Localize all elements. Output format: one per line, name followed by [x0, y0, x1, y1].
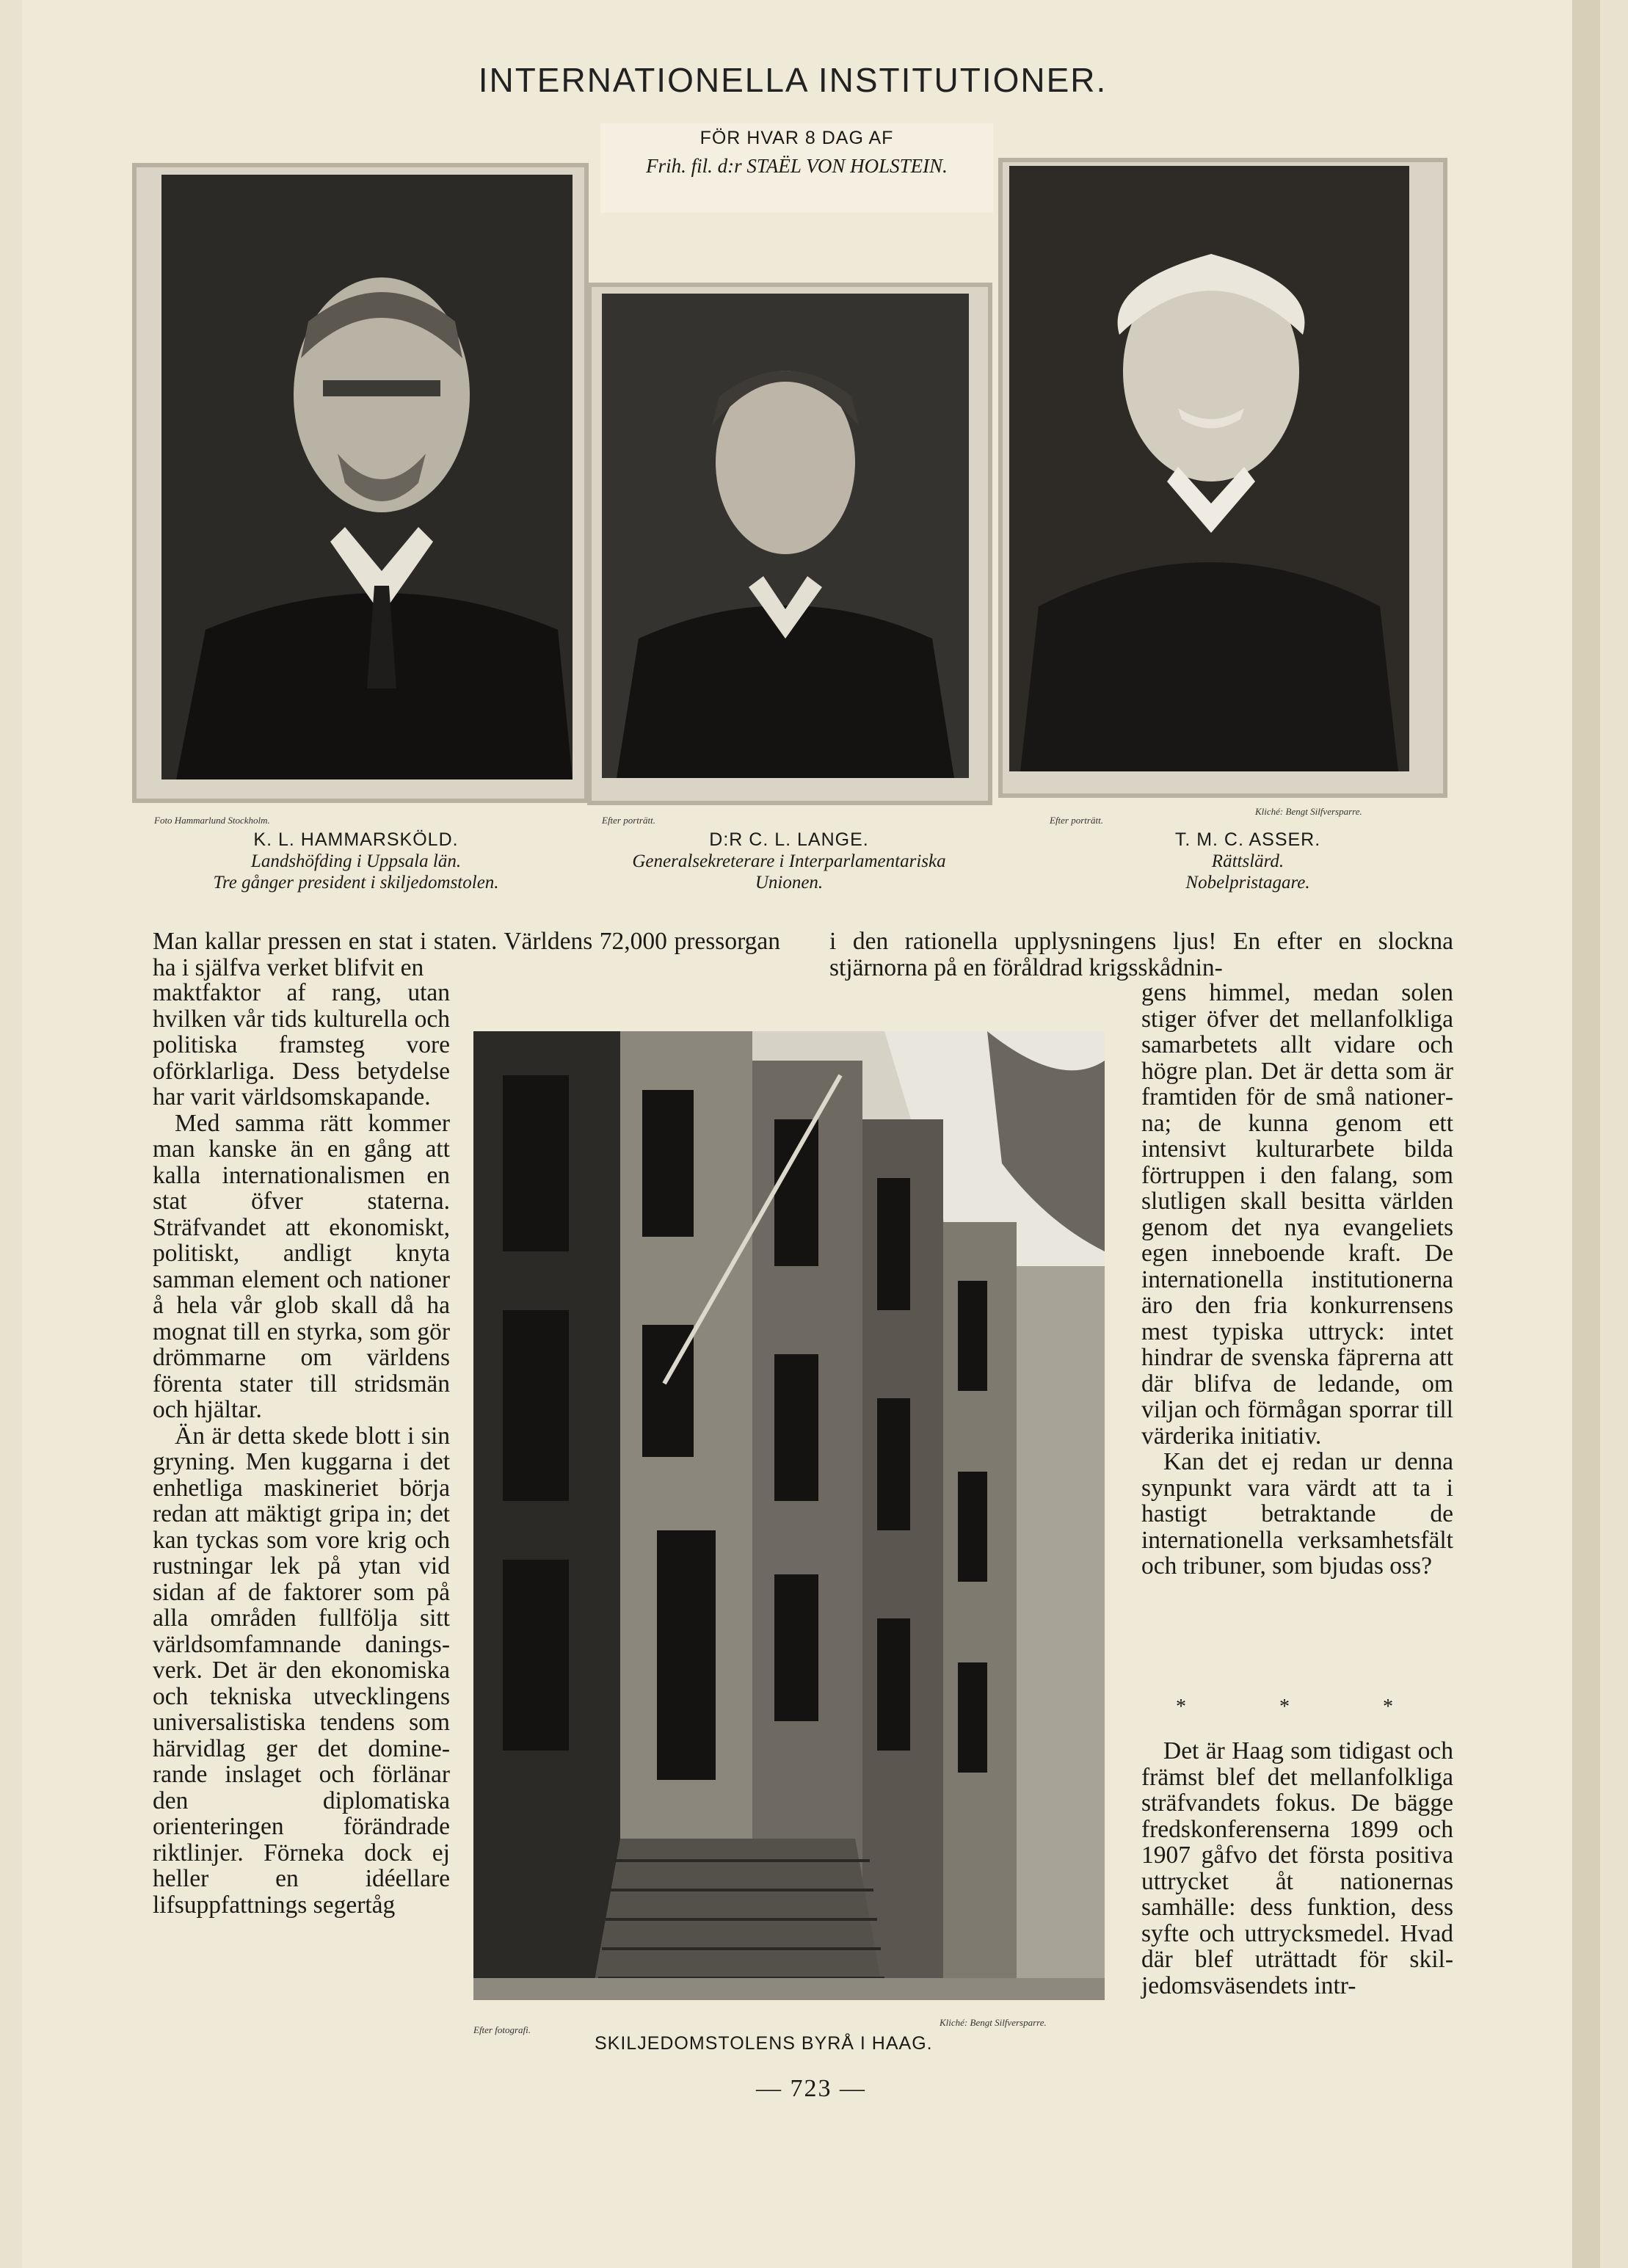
caption-role: Nobelpristagare. [1185, 873, 1310, 893]
portrait-lange [602, 294, 969, 778]
caption-role: Landshöfding i Uppsala län. [250, 851, 462, 871]
section-divider-stars: * * * [1176, 1695, 1437, 1718]
left-column [153, 980, 450, 1918]
photo-credit: Efter porträtt. [1050, 815, 1103, 826]
building-caption: SKILJEDOMSTOLENS BYRÅ I HAAG. [595, 2033, 933, 2054]
caption-role: Unionen. [755, 873, 824, 893]
caption-name: T. M. C. ASSER. [1174, 829, 1321, 850]
page-number: — 723 — [756, 2075, 866, 2102]
right-column-continued [1141, 1738, 1453, 1999]
photo-credit: Efter porträtt. [602, 815, 655, 826]
paragraph: Kan det ej redan ur denna synpunkt vara värdt att ta i hastigt betraktande de internationella verksamhetsfält och tribuner, som bjudas oss? [1141, 1448, 1453, 1580]
magazine-page [22, 0, 1600, 2268]
caption-role: Tre gånger president i skiljedomstolen. [213, 873, 499, 893]
paragraph: maktfaktor af rang, utan hvilken vår tids kulturella och politiska framsteg vore oförklarliga. Dess betydelse har varit världsomskapande. [153, 979, 450, 1111]
byline [600, 123, 993, 213]
right-column [1141, 980, 1453, 1580]
portrait-hammarskold [161, 175, 573, 779]
photo-credit: Efter fotografi. [473, 2024, 531, 2035]
page-edge [1572, 0, 1600, 2268]
intro-left: Man kallar pressen en stat i staten. Världens 72,000 pressorgan ha i själfva verket blifvit en [153, 928, 780, 981]
photo-credit: Foto Hammarlund Stockholm. [154, 815, 270, 826]
building-photo [473, 1031, 1105, 2000]
intro-right: i den rationella upplysningens ljus! En efter en slockna stjärnorna på en föråldrad krigsskådnin- [829, 928, 1453, 981]
caption-role: Rättslärd. [1211, 851, 1284, 871]
caption-lange [595, 829, 984, 893]
caption-role: Generalsekreterare i Interparlamentariska [632, 851, 946, 871]
portrait-asser [1009, 166, 1409, 771]
caption-hammarskold [132, 829, 580, 893]
byline-series: FÖR HVAR 8 DAG AF [699, 128, 894, 148]
caption-name: D:R C. L. LANGE. [709, 829, 869, 850]
photo-credit: Kliché: Bengt Silfversparre. [1255, 806, 1362, 817]
caption-name: K. L. HAMMARSKÖLD. [253, 829, 459, 850]
paragraph: gens himmel, medan solen stiger öfver det mellanfolkliga samarbetets allt vidare och högre plan. Det är detta som är framtiden för de små nationerna; de kunna genom ett intensivt kulturarbete bilda förtruppen i den falang, som slutligen skall besitta världen genom det nya evangeliets egen inneboende kraft. De internationella institutionerna äro den fria konkurrensens mest typiska uttryck: intet hindrar de svenska fäргerna att där blifva de ledande, om viljan och förmågan sporrar till värderika initiativ. [1141, 979, 1453, 1450]
page-title: INTERNATIONELLA INSTITUTIONER. [478, 61, 1108, 99]
paragraph: Med samma rätt kommer man kanske än en gång att kalla internationalismen en stat öfver staterna. Sträfvandet att ekonomiskt, politiskt, andligt knyta samman element och nationer å hela vår glob skall då ha mognat till en styrka, som gör drömmarne om världens förenta stater till stridsmän och hjältar. [153, 1109, 450, 1423]
paragraph: Än är detta skede blott i sin gryning. Men kuggarna i det enhetliga maskineriet börja redan att mäktigt gripa in; det kan tyckas som vore krig och rustningar lek på ytan vid sidan af de faktorer som på alla områden fullfölja sitt världsomfamnande daningsverk. Det är den ekonomiska och tekniska utvecklingens universalistiska tendens som härvidlag ger det dominerande inslaget och förlänar den diplomatiska orienteringen förändrade riktlinjer. Förneka dock ej heller en idéellare lifsuppfattnings segertåg [153, 1422, 450, 1919]
paragraph: Det är Haag som tidigast och främst blef det mellanfolkliga sträfvandets fokus. De bägge fredskonferenserna 1899 och 1907 gåfvo det första positiva uttrycket åt nationernas samhälle: dess funktion, dess syfte och uttrycksmedel. Hvad där blef uträttadt för skiljedomsväsendets intr- [1141, 1737, 1453, 1999]
byline-author: Frih. fil. d:r STAËL VON HOLSTEIN. [646, 155, 948, 177]
caption-asser [1101, 829, 1395, 893]
photo-credit: Kliché: Bengt Silfversparre. [940, 2017, 1047, 2028]
